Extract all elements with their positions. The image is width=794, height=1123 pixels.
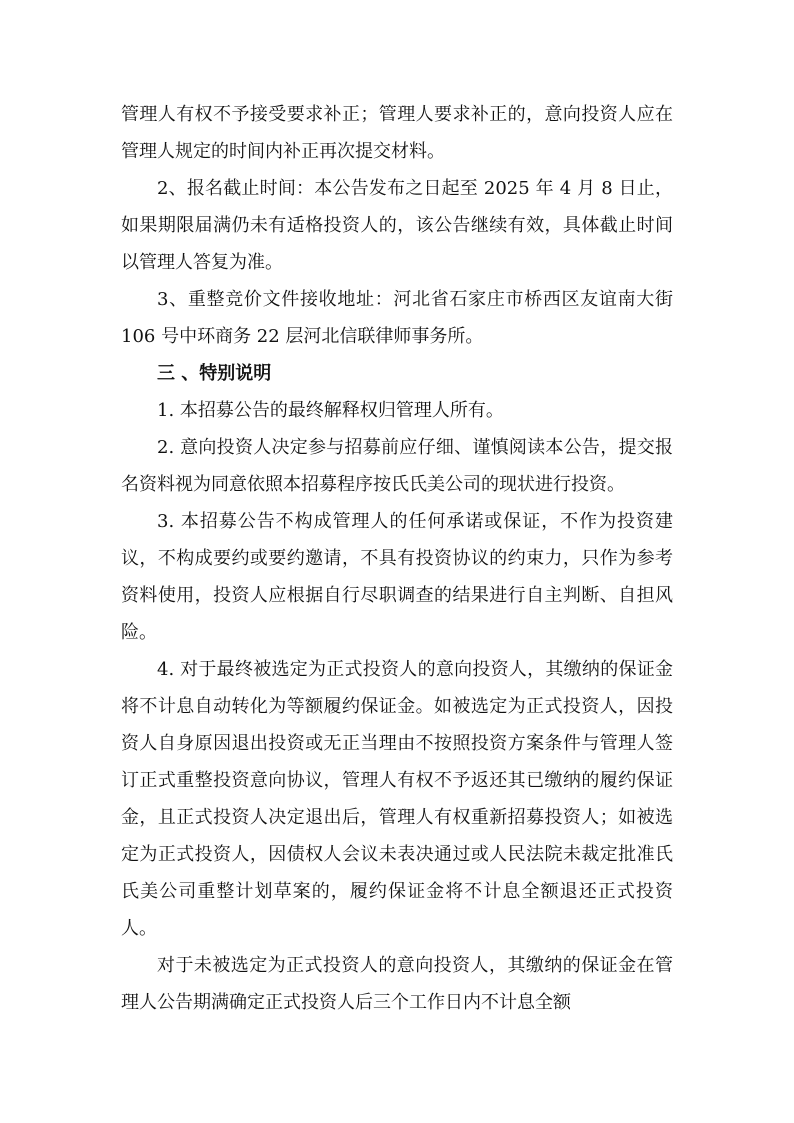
paragraph-note-3: 3. 本招募公告不构成管理人的任何承诺或保证，不作为投资建议，不构成要约或要约邀请，不具有投资协议的约束力，只作为参考资料使用，投资人应根据自行尽职调查的结果进行自主判断、自担风险。 [121,511,673,643]
paragraph-note-4: 4. 对于最终被选定为正式投资人的意向投资人，其缴纳的保证金将不计息自动转化为等额履约保证金。如被选定为正式投资人，因投资人自身原因退出投资或无正当理由不按照投资方案条件与管理人签订正式重整投资意向协议，管理人有权不予返还其已缴纳的履约保证金，且正式投资人决定退出后，管理人有权重新招募投资人；如被选定为正式投资人，因债权人会议未表决通过或人民法院未裁定批准氏氏美公司重整计划草案的，履约保证金将不计息全额退还正式投资人。 [121,659,673,939]
document-body [121,96,673,1021]
section-heading-special-notes: 三 、特别说明 [157,363,272,384]
paragraph-note-2: 2. 意向投资人决定参与招募前应仔细、谨慎阅读本公告，提交报名资料视为同意依照本招募程序按氏氏美公司的现状进行投资。 [121,437,673,495]
paragraph-unselected-investors: 对于未被选定为正式投资人的意向投资人，其缴纳的保证金在管理人公告期满确定正式投资人后三个工作日内不计息全额 [121,955,673,1013]
paragraph-note-1: 1. 本招募公告的最终解释权归管理人所有。 [157,400,504,421]
paragraph-submission-address: 3、重整竞价文件接收地址：河北省石家庄市桥西区友谊南大街 106 号中环商务 22 层河北信联律师事务所。 [121,289,673,347]
paragraph-continuation: 管理人有权不予接受要求补正；管理人要求补正的，意向投资人应在管理人规定的时间内补正再次提交材料。 [121,104,673,162]
paragraph-registration-deadline: 2、报名截止时间：本公告发布之日起至 2025 年 4 月 8 日止，如果期限届满仍未有适格投资人的，该公告继续有效，具体截止时间以管理人答复为准。 [121,178,673,273]
